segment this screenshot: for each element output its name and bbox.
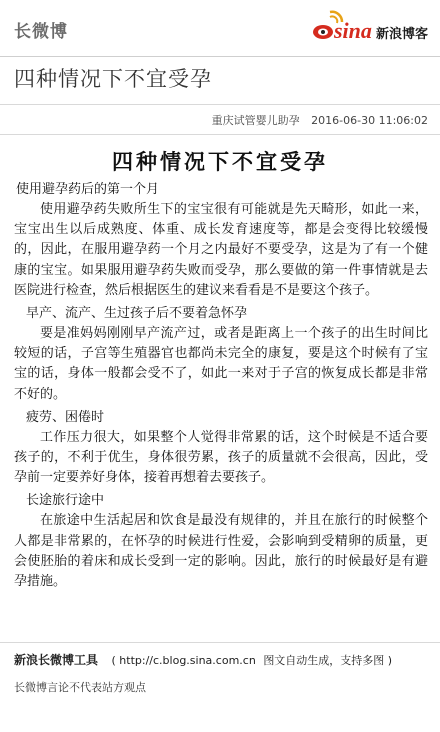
footer-disclaimer: 长微博言论不代表站方观点 — [14, 681, 146, 694]
brand-title: 长微博 — [14, 22, 68, 42]
sina-blog-label: 新浪博客 — [375, 27, 428, 42]
footer-url[interactable]: ( http://c.blog.sina.com.cn — [111, 654, 256, 667]
footer-brand: 新浪长微博工具 — [14, 653, 99, 667]
article-headline: 四种情况下不宜受孕 — [112, 149, 328, 174]
meta-divider — [0, 134, 440, 135]
sina-wordmark: sina — [334, 18, 372, 43]
section-paragraph: 要是准妈妈刚刚早产流产过，或者是距离上一个孩子的出生时间比较短的话，子宫等生殖器官也都尚未完全的康复，要是这个时候有了宝宝的话，身体一般都会受不了，如此一来对于子宫的恢复成长都是非常不好的。 — [14, 326, 428, 402]
section-heading: 长途旅行途中 — [26, 493, 105, 509]
header-bar — [0, 0, 440, 57]
title-divider — [0, 104, 440, 105]
section-paragraph: 使用避孕药失败所生下的宝宝很有可能就是先天畸形，如此一来，宝宝出生以后成熟度、体重、成长发育速度等，都是会变得比较缓慢的，因此，在服用避孕药一个月之内最好不要受孕，这是为了有一个健康的宝宝。如果服用避孕药失败而受孕，那么要做的第一件事情就是去医院进行检查，然后根据医生的建议来看看是不是要这个孩子。 — [14, 202, 428, 298]
section-heading: 使用避孕药后的第一个月 — [16, 182, 160, 197]
post-timestamp: 2016-06-30 11:06:02 — [311, 114, 428, 127]
section-paragraph: 在旅途中生活起居和饮食是最没有规律的，并且在旅行的时候整个人都是非常累的，在怀孕的时候进行性爱，会影响到受精卵的质量，更会使胚胎的着床和成长受到一定的影响。因此，旅行的时候最好是有避孕措施。 — [14, 513, 428, 590]
footer-note: 图文自动生成，支持多图 ) — [263, 654, 393, 667]
page-title: 四种情况下不宜受孕 — [14, 67, 212, 91]
footer-divider — [0, 642, 440, 643]
section-heading: 疲劳、困倦时 — [26, 409, 105, 425]
author-name[interactable]: 重庆试管婴儿助孕 — [211, 114, 300, 127]
section-paragraph: 工作压力很大，如果整个人觉得非常累的话，这个时候是不适合要孩子的，不利于优生，身体很劳累，孩子的质量就不会很高，因此，受孕前一定要养好身体，接着再想着去要孩子。 — [14, 429, 428, 486]
footer — [14, 652, 428, 669]
article-body — [14, 180, 428, 595]
post-meta — [212, 112, 428, 128]
footer-tool-line — [14, 652, 428, 669]
section-heading: 早产、流产、生过孩子后不要着急怀孕 — [26, 306, 248, 322]
